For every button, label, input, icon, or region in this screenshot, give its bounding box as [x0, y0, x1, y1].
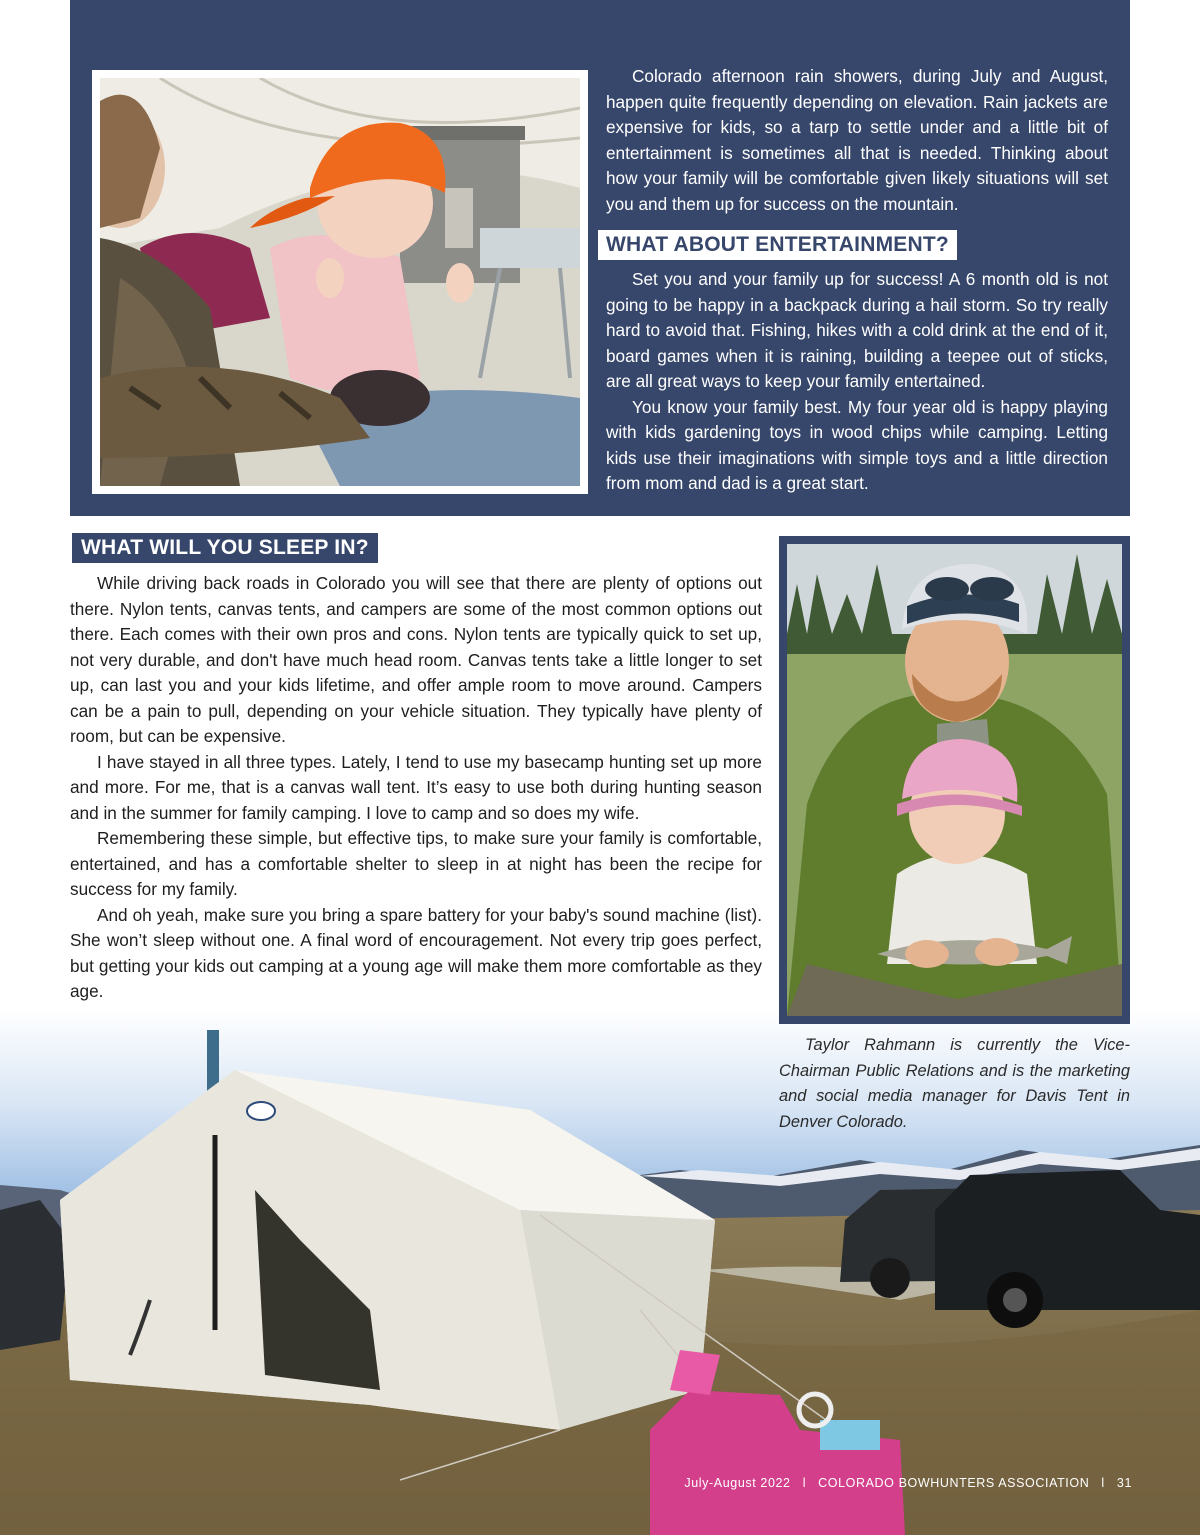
entertainment-article — [606, 64, 1108, 497]
photo-mother-baby — [92, 70, 588, 494]
sleep-article — [70, 571, 762, 1030]
paragraph-rain-showers: Colorado afternoon rain showers, during July and August, happen quite frequently depending on elevation. Rain jackets are expensive for kids, so a tarp to settle under and a little bit of entertainment is sometimes all that is needed. Thinking about how your family will be comfortable given likely situations will set you and them up for success on the mountain. — [606, 66, 1108, 214]
top-blue-panel — [70, 0, 1130, 516]
paragraph-three-types: I have stayed in all three types. Lately, I tend to use my basecamp hunting set up more and more. For me, that is a canvas wall tent. It’s easy to use both during hunting season and in the summer for family camping. I love to camp and so does my wife. — [70, 751, 762, 823]
father-daughter-fish-image — [787, 544, 1122, 1016]
paragraph-success: Set you and your family up for success! A 6 month old is not going to be happy in a backpack during a hail storm. So try really hard to avoid that. Fishing, hikes with a cold drink at the end of it, board games when it is raining, building a teepee out of sticks, are all great ways to keep your family entertained. — [606, 269, 1108, 391]
paragraph-know-family: You know your family best. My four year old is happy playing with kids gardening toys in wood chips while camping. Letting kids use their imaginations with simple toys and a little direction from mom and dad is a great start. — [606, 396, 1108, 493]
caption-text: Taylor Rahmann is currently the Vice-Chairman Public Relations and is the marketing and social media manager for Davis Tent in Denver Colorado. — [779, 1036, 1130, 1131]
paragraph-battery: And oh yeah, make sure you bring a spare battery for your baby's sound machine (list). She won’t sleep without one. A final word of encouragement. Not every trip goes perfect, but getting your kids out camping at a young age will make them more comfortable as they age. — [70, 904, 762, 1001]
footer-issue: July-August 2022 — [684, 1476, 791, 1490]
author-caption — [779, 1033, 1130, 1135]
page-number: 31 — [1116, 1476, 1132, 1490]
heading-entertainment: WHAT ABOUT ENTERTAINMENT? — [598, 230, 957, 260]
paragraph-options: While driving back roads in Colorado you will see that there are plenty of options out there. Nylon tents, canvas tents, and campers are some of the most common options out there. Each comes with their own pros and cons. Nylon tents are typically quick to set up, not very durable, and don't have much head room. Canvas tents take a little longer to set up, can last you and your kids lifetime, and offer ample room to move around. Campers can be a pain to pull, depending on your vehicle situation. They typically have plenty of room, but can be expensive. — [70, 573, 762, 746]
heading-sleep: WHAT WILL YOU SLEEP IN? — [72, 533, 378, 563]
page-footer — [682, 1476, 1132, 1490]
footer-publication: COLORADO BOWHUNTERS ASSOCIATION — [818, 1476, 1090, 1490]
photo-father-daughter — [779, 536, 1130, 1024]
paragraph-tips: Remembering these simple, but effective tips, to make sure your family is comfortable, entertained, and has a comfortable shelter to sleep in at night has been the recipe for success for my family. — [70, 828, 762, 899]
footer-separator-2: l — [1101, 1476, 1105, 1490]
footer-separator: l — [802, 1476, 807, 1490]
mother-baby-image — [100, 78, 580, 486]
